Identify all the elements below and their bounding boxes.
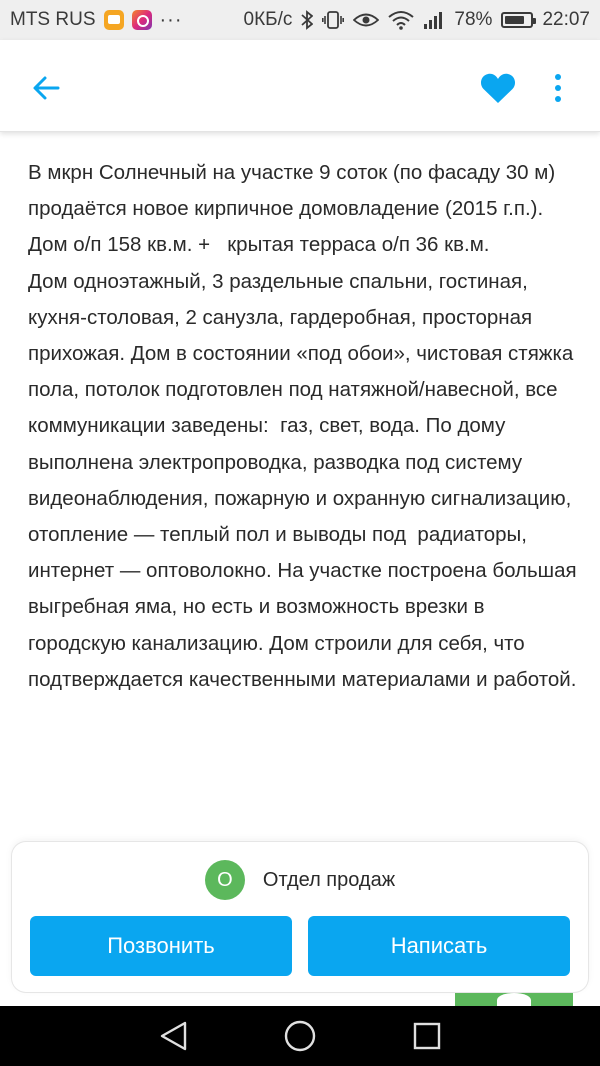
nav-home-button[interactable] <box>278 1014 322 1058</box>
carrier-name: MTS RUS <box>10 9 96 30</box>
more-notifications-indicator: ··· <box>159 8 183 31</box>
seller-avatar: О <box>205 860 245 900</box>
contact-card <box>12 842 588 992</box>
back-triangle-icon <box>158 1020 188 1052</box>
data-speed: 0КБ/с <box>243 9 293 30</box>
call-button[interactable] <box>30 916 292 976</box>
nav-recents-button[interactable] <box>405 1014 449 1058</box>
system-navigation-bar <box>0 1006 600 1066</box>
wifi-icon <box>388 10 414 30</box>
peeking-green-element <box>455 993 573 1007</box>
write-button-label: Написать <box>390 933 488 958</box>
heart-icon <box>480 72 516 104</box>
write-message-button[interactable] <box>308 916 570 976</box>
nav-back-button[interactable] <box>151 1014 195 1058</box>
recents-square-icon <box>412 1021 442 1051</box>
cell-signal-icon <box>423 10 445 30</box>
clock: 22:07 <box>542 9 590 30</box>
favorite-button[interactable] <box>474 64 522 112</box>
instagram-notification-icon <box>132 10 152 30</box>
more-vertical-icon <box>553 73 563 103</box>
more-options-button[interactable] <box>534 64 582 112</box>
battery-icon <box>501 12 533 28</box>
mail-notification-icon <box>104 10 124 30</box>
battery-percent: 78% <box>454 9 493 30</box>
app-toolbar <box>0 40 600 132</box>
listing-description <box>28 155 578 698</box>
description-text: В мкрн Солнечный на участке 9 соток (по фасаду 30 м) продаётся новое кирпичное домовладение (2015 г.п.). Дом о/п 158 кв.м. + крытая терраса о/п 36 кв.м. Дом одноэтажный, 3 раздельные спальни, гостиная, кухня-столовая, 2 санузла, гардеробная, просторная прихожая. Дом в состоянии «под обои», чистовая стяжка пола, потолок подготовлен под натяжной/навесной, все коммуникации заведены: газ, свет, вода. По дому выполнена электропроводка, разводка под систему видеонаблюдения, пожарную и охранную сигнализацию, отопление — теплый пол и выводы под радиаторы, интернет — оптоволокно. На участке построена большая выгребная яма, но есть и возможность врезки в городскую канализацию. Дом строили для себя, что подтверждается качественными материалами и работой. <box>28 161 577 691</box>
vibrate-icon <box>322 10 344 30</box>
back-button[interactable] <box>22 64 70 112</box>
call-button-label: Позвонить <box>107 933 215 958</box>
seller-row[interactable] <box>12 860 588 900</box>
battery-fill <box>505 16 524 24</box>
arrow-back-icon <box>31 73 61 103</box>
bluetooth-icon <box>301 10 313 30</box>
status-bar <box>0 0 600 40</box>
eye-comfort-icon <box>353 11 379 29</box>
home-circle-icon <box>283 1019 317 1053</box>
seller-name: Отдел продаж <box>262 868 396 891</box>
